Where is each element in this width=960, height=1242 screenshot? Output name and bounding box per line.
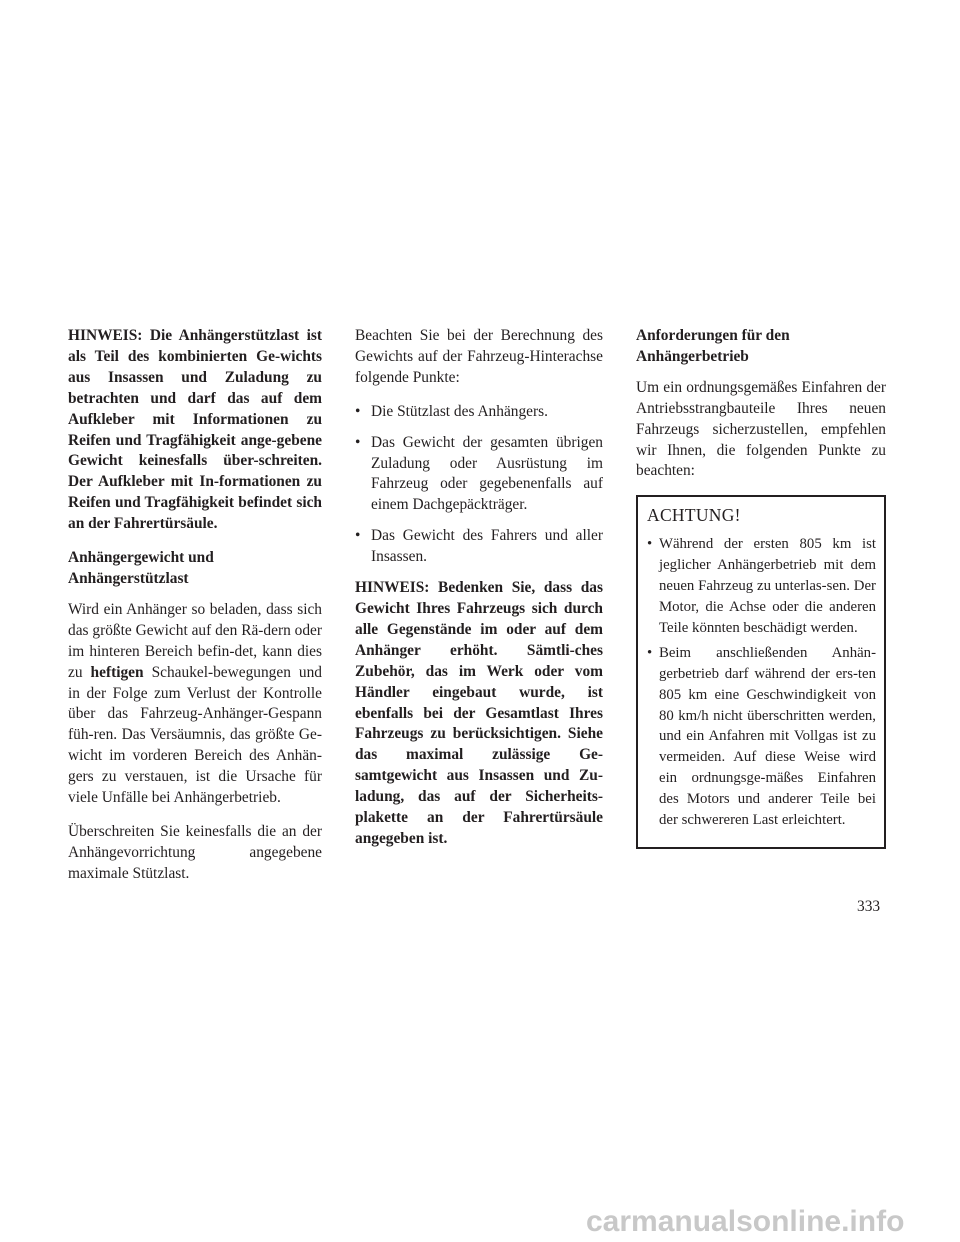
column-right (636, 326, 886, 849)
warning-box (636, 495, 886, 849)
list-item: • Das Gewicht des Fahrers und aller Insassen. (355, 526, 603, 568)
paragraph-text: Schaukel-bewegungen und in der Folge zum Verlust der Kontrolle über das Fahrzeug-Anhänger-Gespann füh-ren. Das Versäumnis, das größte Ge-wicht im vorderen Bereich des Anhän-gers zu verstauen, ist die Ursache für viele Unfälle bei Anhängerbetrieb. (68, 663, 322, 807)
heading-trailer-weight: Anhängergewicht und Anhängerstützlast (68, 549, 214, 587)
column-middle (355, 326, 603, 863)
note-tongue-weight: HINWEIS: Die Anhängerstützlast ist als Teil des kombinierten Ge-wichts aus Insassen und Zuladung zu betrachten und darf das auf dem Aufkleber mit Informationen zu Reifen und Tragfähigkeit ange-gebene Gewicht keinesfalls über-schreiten. Der Aufkleber mit In-formationen zu Reifen und Tragfähigkeit befindet sich an der Fahrertürsäule. (68, 327, 322, 533)
rear-axle-list (355, 402, 603, 568)
watermark-text: carmanualsonline.info (586, 1205, 905, 1238)
heading-trailer-requirements: Anforderungen für den Anhängerbetrieb (636, 327, 790, 365)
warning-list (647, 534, 876, 831)
list-item: • Die Stützlast des Anhängers. (355, 402, 603, 423)
paragraph-load-distribution (68, 600, 322, 809)
list-item: • Das Gewicht der gesamten übrigen Zuladung oder Ausrüstung im Fahrzeug oder gegebenenfalls auf einem Dachgepäckträger. (355, 433, 603, 517)
watermark (580, 1200, 960, 1242)
warning-item: • Während der ersten 805 km ist jeglicher Anhängerbetrieb mit dem neuen Fahrzeug zu unterlas-sen. Der Motor, die Achse oder die anderen Teile könnten beschädigt werden. (647, 534, 876, 639)
warning-title: ACHTUNG! (647, 505, 741, 526)
paragraph-text: Wird ein Anhänger so beladen, dass sich das größte Gewicht auf den Rä-dern oder im hinteren Bereich befin-det, kann dies zu (68, 600, 322, 681)
paragraph-break-in-intro: Um ein ordnungsgemäßes Einfahren der Antriebsstrangbauteile Ihres neuen Fahrzeugs sicherzustellen, empfehlen wir Ihnen, die folgenden Punkte zu beachten: (636, 378, 886, 480)
warning-item: • Beim anschließenden Anhän-gerbetrieb darf während der ers-ten 805 km eine Geschwindigkeit von 80 km/h nicht überschritten werden, und ein Anfahren mit Vollgas ist zu vermeiden. Auf diese Weise wird ein ordnungsge-mäßes Einfahren des Motors und anderer Teile bei der schwereren Last erleichtert. (647, 643, 876, 831)
bold-word: heftigen (90, 663, 144, 681)
note-vehicle-weight: HINWEIS: Bedenken Sie, dass das Gewicht Ihres Fahrzeugs sich durch alle Gegenstände im oder auf dem Anhänger erhöht. Sämtli-ches Zubehör, das im Werk oder vom Händler eingebaut wurde, ist ebenfalls bei der Gesamtlast Ihres Fahrzeugs zu berücksichtigen. Siehe das maximal zulässige Ge-samtgewicht aus Insassen und Zu-ladung, das auf der Sicherheits-plakette an der Fahrertürsäule angegeben ist. (355, 579, 603, 847)
paragraph-rear-axle-intro: Beachten Sie bei der Berechnung des Gewichts auf der Fahrzeug-Hinterachse folgende Punkte: (355, 327, 603, 386)
column-left (68, 326, 322, 898)
page-number: 333 (857, 898, 881, 915)
paragraph-max-tongue: Überschreiten Sie keinesfalls die an der Anhängevorrichtung angegebene maximale Stützlast. (68, 822, 322, 882)
